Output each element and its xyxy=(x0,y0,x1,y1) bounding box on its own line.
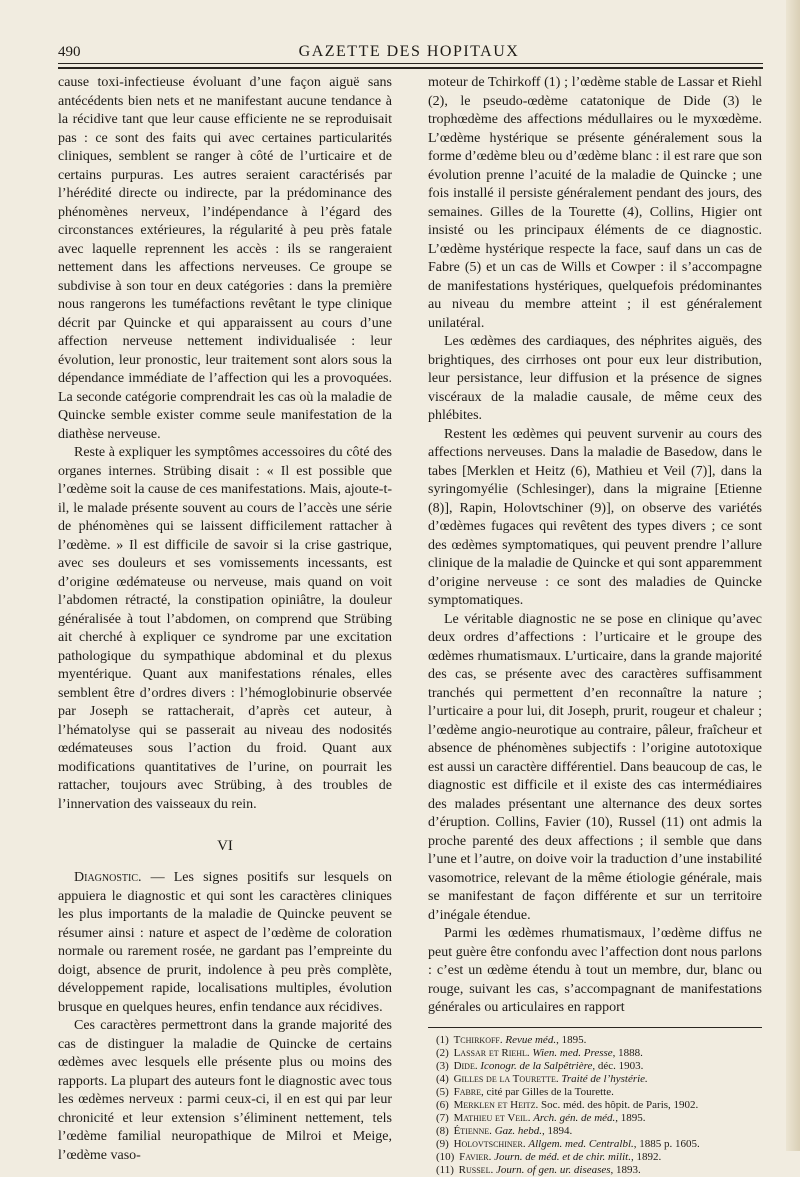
text-columns xyxy=(58,74,763,1176)
footnote: (3) Dide. Iconogr. de la Salpêtrière, déc. 1903. xyxy=(436,1059,644,1072)
footnote-rule xyxy=(428,1027,762,1028)
paragraph: Les œdèmes des cardiaques, des néphrites aiguës, des brightiques, des cirrhoses ont pour eux leur distribution, leur persistance, leur diffusion et la présence de signes viscéraux de la maladie causale, de même ceux des phlébites. xyxy=(428,334,762,423)
footnote: (4) Gilles de la Tourette. Traité de l’hystérie. xyxy=(436,1072,648,1085)
footnote: (11) Russel. Journ. of gen. ur. diseases, 1893. xyxy=(436,1163,641,1176)
paragraph: Ces caractères permettront dans la grande majorité des cas de distinguer la maladie de Quincke de certains œdèmes avec lesquels elle présente plus ou moins des rapports. La plupart des auteurs font le diagnostic avec tous les œdèmes nerveux : parmi ceux-ci, il en est qui par leur chronicité et leur extension s’éliminent nettement, tels l’œdème familial neuropathique de Milroi et Meige, l’œdème vaso- xyxy=(58,1018,392,1163)
footnote: (5) Fabre, cité par Gilles de la Tourette. xyxy=(436,1085,614,1098)
footnote: (9) Holovtschiner. Allgem. med. Centralbl., 1885 p. 1605. xyxy=(436,1137,700,1150)
header-rule-thin xyxy=(58,63,763,64)
paragraph xyxy=(58,869,392,1017)
right-column xyxy=(428,74,762,1177)
header-rule-thick xyxy=(58,67,763,69)
footnote: (1) Tchirkoff. Revue méd., 1895. xyxy=(436,1033,587,1046)
footnote: (6) Merklen et Heitz. Soc. méd. des hôpit. de Paris, 1902. xyxy=(436,1098,699,1111)
paragraph: Restent les œdèmes qui peuvent survenir au cours des affections nerveuses. Dans la maladie de Basedow, dans le tabes [Merklen et Heitz (6), Mathieu et Veil (7)], dans la syringomyélie (Schlesinger), dans la migraine [Etienne (8)], Rapin, Holovtschiner (9)], on observe des variétés d’œdèmes fugaces qui revêtent des types divers ; ce sont des œdèmes symptomatiques, qui peuvent prendre l’allure clinique de la maladie de Quincke et qui sont apparemment d’origine nerveuse : ce sont des maladies de Quincke symptomatiques. xyxy=(428,426,762,608)
paragraph: Parmi les œdèmes rhumatismaux, l’œdème diffus ne peut guère être confondu avec l’affection dont nous parlons : c’est un œdème étendu à tout un membre, dur, blanc ou rouge, suivant les cas, s’accompagnant de manifestations générales ou articulaires en rapport xyxy=(428,926,762,1015)
paragraph: Le véritable diagnostic ne se pose en clinique qu’avec deux ordres d’affections : l’urticaire et le groupe des œdèmes rhumatismaux. L’urticaire, dans la grande majorité des cas, se présente avec des caractères suffisamment tranchés qui permettent d’en reconnaître la nature ; l’urticaire a pour lui, dit Joseph, prurit, rougeur et chaleur ; l’œdème angio-neurotique au contraire, pâleur, fraîcheur et absence de phénomènes subjectifs : l’origine autotoxique est aussi un caractère différentiel. Dans beaucoup de cas, le diagnostic est difficile et il existe des cas intermédiaires des malades présentant une alternance des deux sortes d’éruption. Collins, Favier (10), Russel (11) ont admis la proche parenté des deux affections ; il semble que dans l’une et l’autre, on doive voir la traduction d’une instabilité vasomotrice, relevant de la même étiologie générale, mais se manifestant de façon différente et sur un territoire d’inégale étendue. xyxy=(428,611,762,923)
footnote: (2) Lassar et Riehl. Wien. med. Presse, 1888. xyxy=(436,1046,643,1059)
footnote: (10) Favier. Journ. de méd. et de chir. milit., 1892. xyxy=(436,1150,662,1163)
page-number: 490 xyxy=(58,44,81,60)
section-number: VI xyxy=(217,838,233,854)
section-heading: Diagnostic. xyxy=(74,870,142,885)
paragraph: Reste à expliquer les symptômes accessoires du côté des organes internes. Strübing disait : « Il est possible que l’œdème soit la cause de ces manifestations. Mais, ajoute-t-il, le malade présente souvent au cours de l’accès une série de phénomènes qui se laissent difficilement rattacher à l’œdème. » Il est difficile de savoir si la crise gastrique, avec ses douleurs et ses vomissements incessants, est d’origine œdémateuse ou nerveuse, mais quand on voit l’abdomen rétracté, la constipation opiniâtre, la douleur généralisée à tout l’abdomen, on comprend que Strübing ait cherché à expliquer ce syndrome par une excitation pathologique du sympathique abdominal et du plexus myentérique. Quant aux manifestations rénales, elles semblent être d’ordres divers : l’hémoglobinurie observée par Joseph se rattacherait, d’après cet auteur, à l’hématolyse qui se passerait au niveau des nodosités œdémateuses sous l’action du froid. Quant aux modifications quantitatives de l’urine, on pourrait les rattacher, toujours avec Strübing, à des troubles de l’innervation des vaisseaux du rein. xyxy=(58,445,392,812)
footnote: (7) Mathieu et Veil. Arch. gén. de méd., 1895. xyxy=(436,1111,646,1124)
running-head: GAZETTE DES HOPITAUX xyxy=(298,43,520,60)
left-column xyxy=(58,74,392,1165)
footnote: (8) Étienne. Gaz. hebd., 1894. xyxy=(436,1124,573,1137)
paragraph: cause toxi-infectieuse évoluant d’une façon aiguë sans antécédents bien nets et ne manifestant aucune tendance à la récidive tant que leur cause efficiente ne se reproduisait pas : ce sont des faits qui avec certaines particularités cliniques, semblent se ranger à côté de l’urticaire et de certains purpuras. Les autres seraient caractérisés par l’hérédité directe ou indirecte, par la prédominance des phénomènes nerveux, l’indépendance à l’égard des circonstances extérieures, la régularité à peu près fatale avec laquelle reprennent les accès : ils se rangeraient nettement dans les affections nerveuses. Ce groupe se subdivise à son tour en deux catégories : dans la première nous rangerons les tuméfactions revêtant le type clinique décrit par Quincke et qui apparaissent au cours d’une affection nerveuse nettement individualisée : leur évolution, leur pronostic, leur traitement sont alors sous la dépendance immédiate de l’affection qui les a provoquées. La seconde catégorie comprendrait les cas où la maladie de Quincke semble exister comme seule manifestation de la diathèse nerveuse. xyxy=(58,75,392,442)
paragraph: moteur de Tchirkoff (1) ; l’œdème stable de Lassar et Riehl (2), le pseudo-œdème catatonique de Dide (3) le trophœdème des affections médullaires ou le myxœdème. L’œdème hystérique se présente généralement sous la forme d’œdème bleu ou d’œdème blanc : il est rare que son évolution prenne l’acuité de la maladie de Quincke ; une fois installé il persiste généralement pendant des jours, des semaines. Gilles de la Tourette (4), Collins, Higier ont insisté ou les principaux éléments de ce diagnostic. L’œdème hystérique respecte la face, sauf dans un cas de Fabre (5) et un cas de Wills et Cowper : il s’accompagne de manifestations hystériques, quelquefois prédominantes au niveau du membre atteint ; il est généralement unilatéral. xyxy=(428,75,762,331)
footnotes xyxy=(428,1034,762,1177)
paragraph-text: — Les signes positifs sur lesquels on appuiera le diagnostic et qui sont les caractères cliniques les plus importants de la maladie de Quincke peuvent se résumer ainsi : nature et aspect de l’œdème de coloration normale ou rarement rosée, ne gardant pas l’empreinte du doigt, absence de prurit, indolence à peu près complète, développement rapide, localisations multiples, évolution brusque en quelques heures, enfin tendance aux récidives. xyxy=(58,870,392,1015)
page-edge xyxy=(786,0,800,1151)
